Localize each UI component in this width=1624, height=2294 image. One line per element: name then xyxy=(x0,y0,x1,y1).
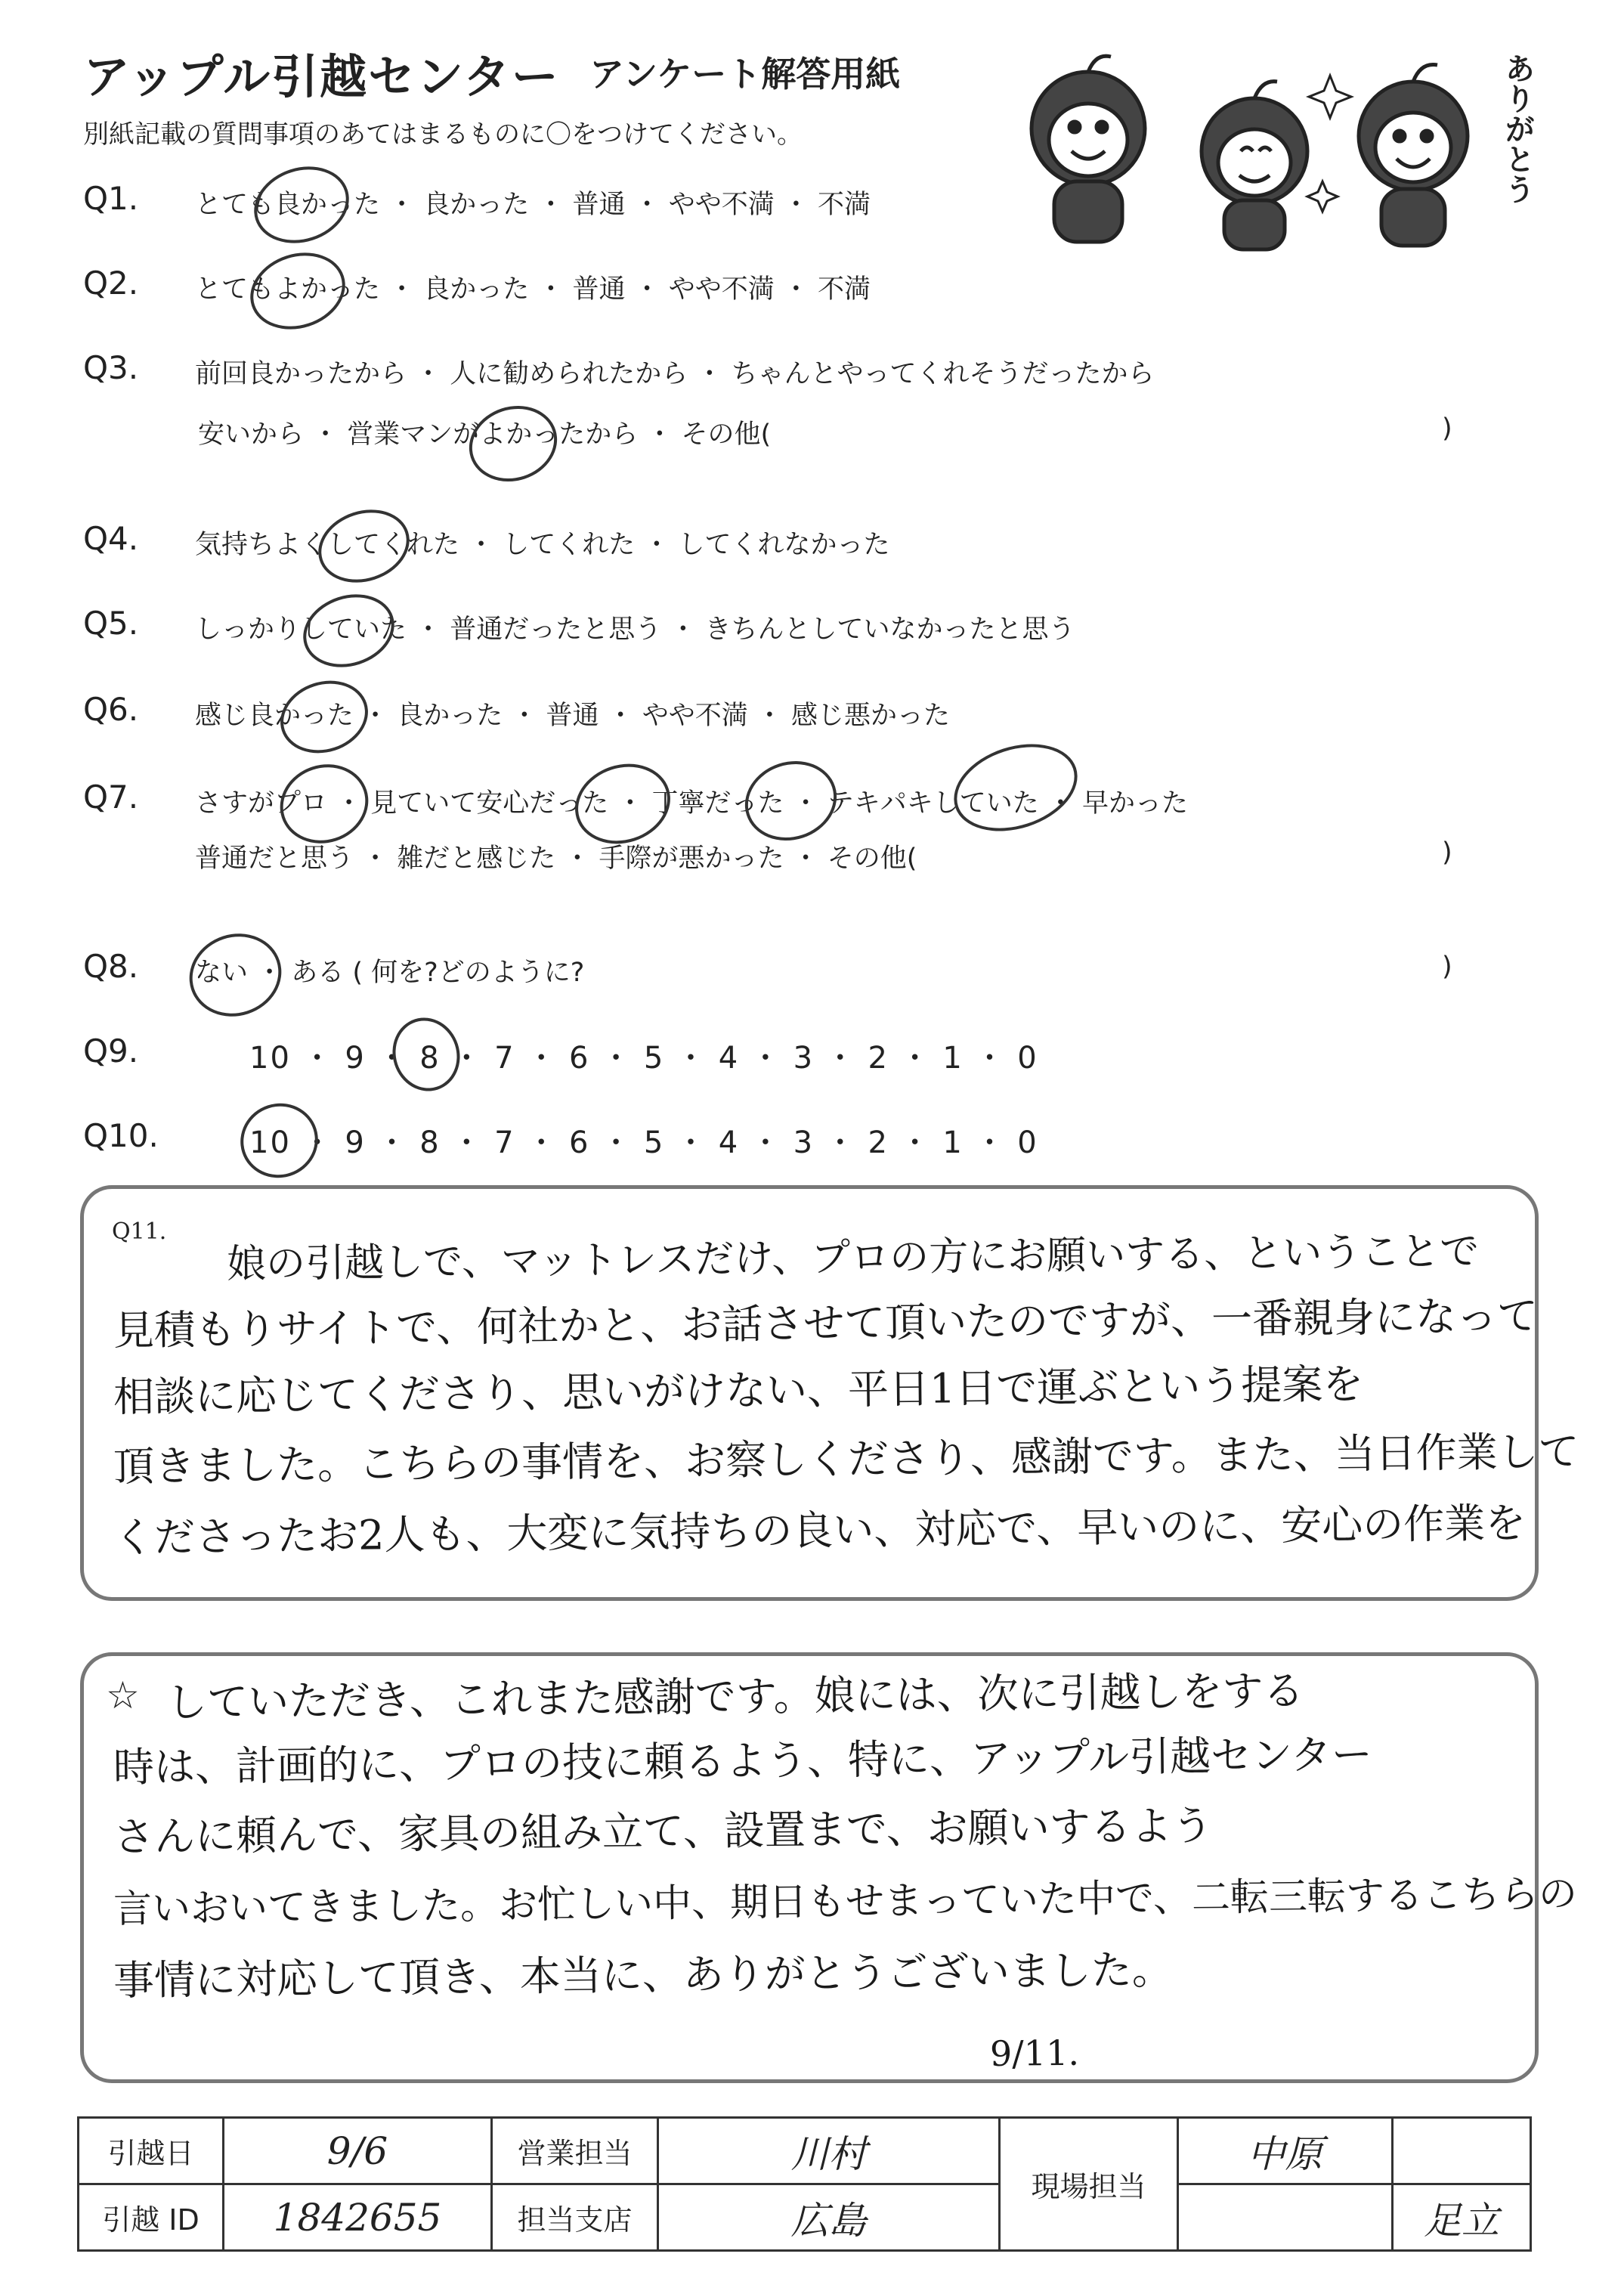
move-info-table xyxy=(77,2116,1532,2252)
q2-number: Q2. xyxy=(83,265,139,302)
q9-answer-circle xyxy=(383,1009,469,1100)
q11-label: Q11. xyxy=(112,1218,167,1245)
q7-answer-circle-4 xyxy=(942,729,1088,847)
move-id-label: 引越 ID xyxy=(79,2184,224,2251)
move-id-value: 1842655 xyxy=(224,2184,492,2251)
q2-options: とてもよかった ・ 良かった ・ 普通 ・ やや不満 ・ 不満 xyxy=(195,274,871,305)
q11-comment-line: 頂きました。こちらの事情を、お察しくださり、感謝です。また、当日作業して xyxy=(113,1427,1579,1491)
site-staff-value-2: 足立 xyxy=(1393,2184,1531,2251)
q11-comment-line: 見積もりサイトで、何社かと、お話させて頂いたのですが、一番親身になって xyxy=(113,1292,1539,1354)
q11-date: 9/11. xyxy=(989,2032,1080,2074)
q8-answer-circle xyxy=(178,922,292,1029)
q11-comment-line: していただき、これまた感謝です。娘には、次に引越しをする xyxy=(165,1667,1304,1726)
q11-comment-line: 娘の引越しで、マットレスだけ、プロの方にお願いする、ということで xyxy=(226,1228,1480,1287)
q3-close-paren: ) xyxy=(1442,413,1452,444)
q5-options: しっかりしていた ・ 普通だったと思う ・ きちんとしていなかったと思う xyxy=(195,615,1075,645)
q10-number: Q10. xyxy=(83,1117,159,1154)
q3-answer-circle xyxy=(459,395,568,493)
q7-close-paren: ) xyxy=(1442,837,1452,868)
q7-options-line1: さすがプロ ・ 見ていて安心だった ・ 丁寧だった ・ テキパキしていた ・ 早かった xyxy=(195,788,1189,819)
q7-options-line2: 普通だと思う ・ 雑だと感じた ・ 手際が悪かった ・ その他( xyxy=(195,844,917,874)
q5-number: Q5. xyxy=(83,605,139,642)
q1-number: Q1. xyxy=(83,180,139,217)
q5-answer-circle xyxy=(294,583,404,678)
q10-answer-circle xyxy=(230,1093,327,1187)
site-staff-value-1: 中原 xyxy=(1178,2118,1393,2184)
q11-comment-line: さんに頼んで、家具の組み立て、設置まで、お願いするよう xyxy=(113,1801,1214,1861)
q3-options-line1: 前回良かったから ・ 人に勧められたから ・ ちゃんとやってくれそうだったから xyxy=(195,359,1155,389)
q11-comment-line: 言いおいてきました。お忙しい中、期日もせまっていた中で、二転三転するこちらの xyxy=(113,1871,1578,1932)
q4-number: Q4. xyxy=(83,520,139,557)
q4-answer-circle xyxy=(309,498,419,593)
q6-number: Q6. xyxy=(83,691,139,728)
q3-number: Q3. xyxy=(83,349,139,386)
sales-value: 川村 xyxy=(658,2118,1000,2184)
q11-comment-line: くださったお2人も、大変に気持ちの良い、対応で、早いのに、安心の作業を xyxy=(113,1499,1527,1562)
mascot-caption: ありがとう xyxy=(1500,53,1535,204)
q1-answer-circle xyxy=(244,155,359,255)
site-staff-empty-cell xyxy=(1178,2184,1393,2251)
q4-options: 気持ちよくしてくれた ・ してくれた ・ してくれなかった xyxy=(195,530,890,560)
q2-answer-circle xyxy=(240,241,355,342)
sales-label: 営業担当 xyxy=(492,2118,658,2184)
q8-close-paren: ) xyxy=(1442,952,1452,982)
form-title: アンケート解答用紙 xyxy=(589,54,901,94)
q11-comment-line: 事情に対応して頂き、本当に、ありがとうございました。 xyxy=(113,1946,1174,2005)
q1-options: とても良かった ・ 良かった ・ 普通 ・ やや不満 ・ 不満 xyxy=(195,190,871,220)
branch-value: 広島 xyxy=(658,2184,1000,2251)
instruction-text: 別紙記載の質問事項のあてはまるものに〇をつけてください。 xyxy=(83,119,803,150)
q8-number: Q8. xyxy=(83,948,139,985)
monkey-mascot-icon xyxy=(1005,45,1549,257)
q7-number: Q7. xyxy=(83,779,139,816)
q9-number: Q9. xyxy=(83,1032,139,1070)
branch-label: 担当支店 xyxy=(492,2184,658,2251)
star-icon: ☆ xyxy=(106,1673,140,1717)
move-date-value: 9/6 xyxy=(224,2118,492,2184)
q9-scale: 10 ・ 9 ・ 8 ・ 7 ・ 6 ・ 5 ・ 4 ・ 3 ・ 2 ・ 1 ・ 0 xyxy=(249,1041,1038,1076)
company-name: アップル引越センター xyxy=(83,49,560,104)
q3-options-line2: 安いから ・ 営業マンがよかったから ・ その他( xyxy=(198,419,772,450)
q6-answer-circle xyxy=(271,670,378,764)
move-date-label: 引越日 xyxy=(79,2118,224,2184)
site-staff-empty-cell xyxy=(1393,2118,1531,2184)
q6-options: 感じ良かった ・ 良かった ・ 普通 ・ やや不満 ・ 感じ悪かった xyxy=(195,701,951,731)
q11-comment-line: 時は、計画的に、プロの技に頼るよう、特に、アップル引越センター xyxy=(113,1730,1373,1791)
q10-scale: 10 ・ 9 ・ 8 ・ 7 ・ 6 ・ 5 ・ 4 ・ 3 ・ 2 ・ 1 ・ 0 xyxy=(249,1125,1038,1160)
mascot-illustration xyxy=(1005,45,1549,257)
q11-comment-line: 相談に応じてくださり、思いがけない、平日1日で運ぶという提案を xyxy=(113,1360,1364,1421)
q8-options: ない ・ ある ( 何を?どのように? xyxy=(195,958,585,988)
site-staff-label: 現場担当 xyxy=(1000,2118,1178,2251)
